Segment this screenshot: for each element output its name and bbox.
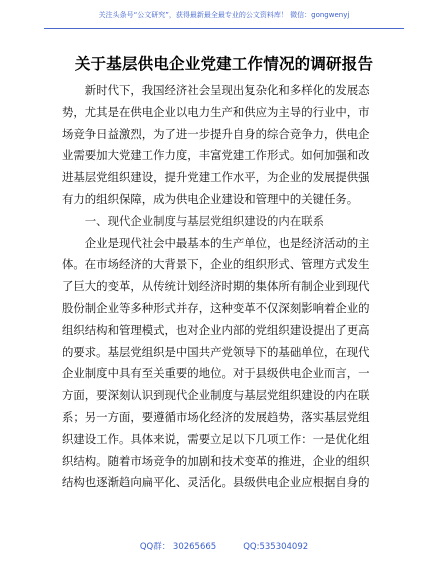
footer-qq: QQ:535304092	[243, 542, 309, 552]
body-text-line: 体。在市场经济的大背景下，企业的组织形式、管理方式发生	[62, 257, 370, 272]
body-text-line: 方面，要深刻认识到现代企业制度与基层党组织建设的内在联	[62, 388, 370, 403]
body-text-line: 势，尤其是在供电企业以电力生产和供应为主导的行业中，市	[62, 104, 370, 119]
body-text-line: 企业是现代社会中最基本的生产单位，也是经济活动的主	[62, 235, 370, 250]
body-text-line: 的要求。基层党组织是中国共产党领导下的基础单位，在现代	[62, 344, 370, 359]
document-title: 关于基层供电企业党建工作情况的调研报告	[74, 54, 374, 73]
body-text-line: 股份制企业等多种形式并存，这种变革不仅深刻影响着企业的	[62, 300, 370, 315]
body-text-line: 业需要加大党建工作力度，丰富党建工作形式。如何加强和改	[62, 148, 370, 163]
body-text-line: 组织结构和管理模式，也对企业内部的党组织建设提出了更高	[62, 322, 370, 337]
document-body	[62, 80, 388, 494]
body-text-line: 了巨大的变革，从传统计划经济时期的集体所有制企业到现代	[62, 279, 370, 294]
body-text-line: 织结构。随着市场竞争的加剧和技术变革的推进，企业的组织	[62, 453, 370, 468]
body-text-line: 场竞争日益激烈，为了进一步提升自身的综合竞争力，供电企	[62, 126, 370, 141]
header-promo-note: 关注头条号“公文研究”，获得最新最全最专业的公文资料库！ 微信：gongwenyj	[98, 11, 350, 19]
header-divider	[44, 28, 404, 29]
section-heading: 一、现代企业制度与基层党组织建设的内在联系	[62, 213, 324, 228]
footer-qq-group: QQ群： 30265665	[139, 542, 217, 552]
body-text-line: 新时代下，我国经济社会呈现出复杂化和多样化的发展态	[62, 83, 370, 97]
body-text-line: 织建设工作。具体来说，需要立足以下几项工作：一是优化组	[62, 431, 370, 446]
body-text-line: 系；另一方面，要遵循市场化经济的发展趋势，落实基层党组	[62, 409, 370, 424]
body-text-line: 企业制度中具有至关重要的地位。对于县级供电企业而言，一	[62, 366, 370, 381]
body-text-line: 结构也逐渐趋向扁平化、灵活化。县级供电企业应根据自身的	[62, 475, 370, 490]
body-text-line: 有力的组织保障，成为供电企业建设和管理中的关键任务。	[62, 191, 359, 206]
footer-contact	[0, 540, 448, 552]
body-text-line: 进基层党组织建设，提升党建工作水平，为企业的发展提供强	[62, 170, 370, 185]
